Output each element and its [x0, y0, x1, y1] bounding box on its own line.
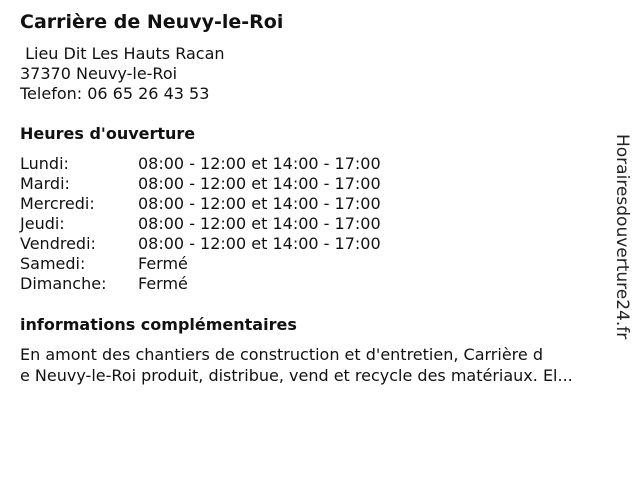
day-label: Samedi:: [20, 254, 86, 273]
site-watermark: Horairesdouverture24.fr: [612, 134, 632, 340]
time-value: 08:00 - 12:00 et 14:00 - 17:00: [138, 234, 381, 253]
business-name: Carrière de Neuvy-le-Roi: [20, 11, 284, 33]
time-value: 08:00 - 12:00 et 14:00 - 17:00: [138, 214, 381, 233]
address-block: [20, 44, 225, 104]
opening-hours-title: Heures d'ouverture: [20, 124, 196, 143]
time-value: 08:00 - 12:00 et 14:00 - 17:00: [138, 194, 381, 213]
info-line-1: En amont des chantiers de construction et d'entretien, Carrière d: [20, 345, 543, 364]
time-value: Fermé: [138, 274, 188, 293]
day-label: Mardi:: [20, 174, 70, 193]
phone-number: Telefon: 06 65 26 43 53: [20, 84, 210, 103]
day-label: Dimanche:: [20, 274, 107, 293]
day-label: Mercredi:: [20, 194, 95, 213]
additional-info-title: informations complémentaires: [20, 315, 297, 334]
day-label: Jeudi:: [20, 214, 65, 233]
address-street: Lieu Dit Les Hauts Racan: [20, 44, 225, 63]
info-line-2: e Neuvy-le-Roi produit, distribue, vend et recycle des matériaux. El...: [20, 366, 573, 385]
time-value: Fermé: [138, 254, 188, 273]
day-label: Vendredi:: [20, 234, 96, 253]
address-city: 37370 Neuvy-le-Roi: [20, 64, 178, 83]
additional-info-text: [20, 344, 625, 386]
time-value: 08:00 - 12:00 et 14:00 - 17:00: [138, 174, 381, 193]
time-value: 08:00 - 12:00 et 14:00 - 17:00: [138, 154, 381, 173]
day-label: Lundi:: [20, 154, 69, 173]
